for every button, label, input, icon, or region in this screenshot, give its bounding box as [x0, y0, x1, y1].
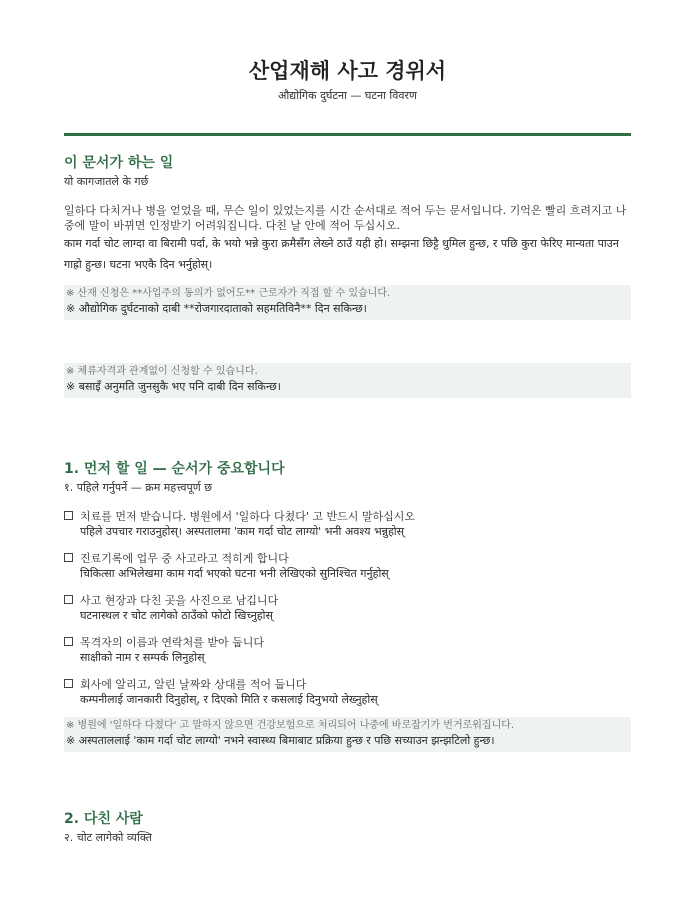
about-body [64, 203, 631, 275]
first-steps-heading: 1. 먼저 할 일 — 순서가 중요합니다 [64, 461, 285, 477]
header-divider [64, 133, 631, 136]
note-nepali: ※ बसाइँ अनुमति जुनसुकै भए पनि दाबी दिन सकिन्छ। [66, 380, 281, 393]
checkbox-icon[interactable] [64, 511, 73, 520]
checklist-item-korean: 사고 현장과 다친 곳을 사진으로 남깁니다 [80, 594, 279, 607]
note-korean: ※ 산재 신청은 **사업주의 동의가 없어도** 근로자가 직접 할 수 있습니다. [66, 288, 391, 299]
checklist-item-korean: 목격자의 이름과 연락처를 받아 둡니다 [80, 636, 265, 649]
page-subtitle: औद्योगिक दुर्घटना — घटना विवरण [278, 89, 417, 102]
document-body [64, 154, 631, 845]
checklist-item [64, 635, 631, 666]
checklist-item-nepali: घटनास्थल र चोट लागेको ठाउँको फोटो खिच्नुहोस् [80, 609, 273, 622]
checkbox-icon[interactable] [64, 637, 73, 646]
about-section [64, 154, 631, 398]
note-box [64, 363, 631, 398]
checklist [64, 509, 631, 708]
checkbox-icon[interactable] [64, 679, 73, 688]
about-heading: 이 문서가 하는 일 [64, 155, 174, 171]
checklist-item-korean: 회사에 알리고, 알린 날짜와 상대를 적어 둡니다 [80, 678, 307, 691]
checklist-item-nepali: चिकित्सा अभिलेखमा काम गर्दा भएको घटना भनी लेखिएको सुनिश्चित गर्नुहोस् [80, 567, 389, 580]
checklist-item [64, 509, 631, 540]
injured-person-section [64, 810, 631, 845]
note-box [64, 717, 631, 752]
checklist-item-korean: 치료를 먼저 받습니다. 병원에서 '일하다 다쳤다' 고 반드시 말하십시오 [80, 510, 416, 523]
first-steps-heading-translation: १. पहिले गर्नुपर्ने — क्रम महत्त्वपूर्ण छ [64, 481, 212, 494]
note-nepali: ※ औद्योगिक दुर्घटनाको दाबी **रोजगारदाताको सहमतिविनै** दिन सकिन्छ। [66, 302, 367, 315]
note-box [64, 285, 631, 320]
injured-person-heading-translation: २. चोट लागेको व्यक्ति [64, 831, 153, 844]
checkbox-icon[interactable] [64, 553, 73, 562]
injured-person-heading: 2. 다친 사람 [64, 811, 143, 827]
note-korean: ※ 체류자격과 관계없이 신청할 수 있습니다. [66, 366, 258, 377]
first-steps-section [64, 460, 631, 752]
note-nepali: ※ अस्पताललाई 'काम गर्दा चोट लाग्यो' नभने स्वास्थ्य बिमाबाट प्रक्रिया हुन्छ र पछि सच्याउन झन्झटिलो हुन्छ। [66, 734, 495, 747]
note-korean: ※ 병원에 '일하다 다쳤다' 고 말하지 않으면 건강보험으로 처리되어 나중에 바로잡기가 번거로워집니다. [66, 720, 515, 731]
checklist-item-nepali: कम्पनीलाई जानकारी दिनुहोस्, र दिएको मिति र कसलाई दिनुभयो लेख्नुहोस् [80, 693, 378, 706]
checklist-item [64, 551, 631, 582]
checklist-item-nepali: पहिले उपचार गराउनुहोस्। अस्पतालमा 'काम गर्दा चोट लाग्यो' भनी अवश्य भन्नुहोस् [80, 525, 405, 538]
document-header [0, 58, 695, 103]
checklist-item-nepali: साक्षीको नाम र सम्पर्क लिनुहोस् [80, 651, 205, 664]
about-body-korean: 일하다 다치거나 병을 얻었을 때, 무슨 일이 있었는지를 시간 순서대로 적어 두는 문서입니다. 기억은 빨리 흐려지고 나중에 말이 바뀌면 인정받기 어려워집니다. 다친 날 안에 적어 두십시오. [64, 204, 627, 232]
checklist-item [64, 677, 631, 708]
checklist-item-korean: 진료기록에 업무 중 사고라고 적히게 합니다 [80, 552, 289, 565]
about-body-nepali: काम गर्दा चोट लाग्दा वा बिरामी पर्दा, के भयो भन्ने कुरा क्रमैसँग लेख्ने ठाउँ यही हो। सम्झना छिट्टै धुमिल हुन्छ, र पछि कुरा फेरिए मान्यता पाउन गाह्रो हुन्छ। घटना भएकै दिन भर्नुहोस्। [64, 237, 619, 271]
about-heading-translation: यो कागजातले के गर्छ [64, 175, 149, 188]
page-title: 산업재해 사고 경위서 [248, 59, 447, 83]
checklist-item [64, 593, 631, 624]
checkbox-icon[interactable] [64, 595, 73, 604]
